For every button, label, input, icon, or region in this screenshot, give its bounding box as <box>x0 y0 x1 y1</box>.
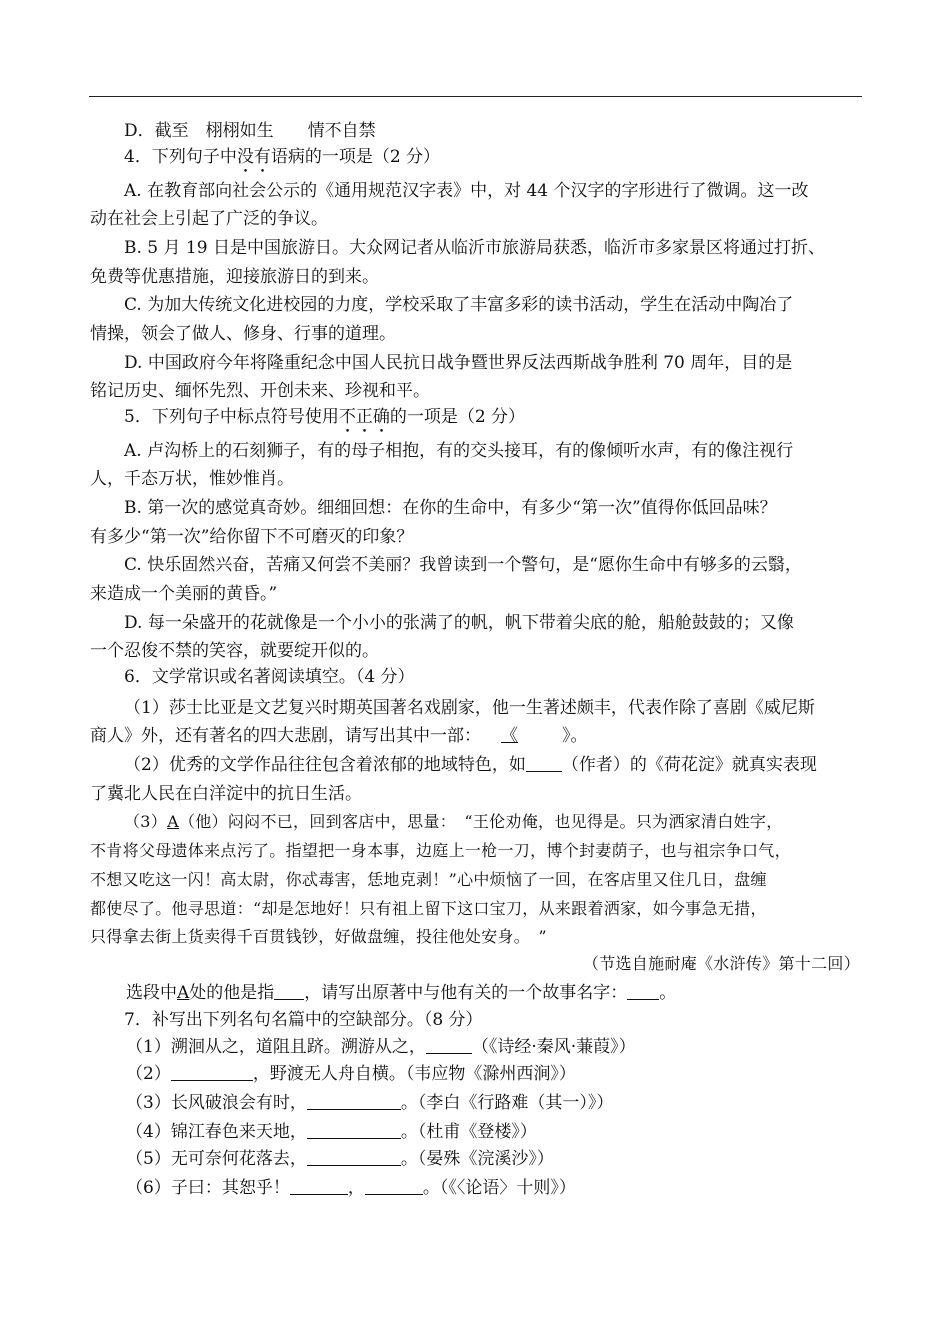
q5-option-a-line1: A. 卢沟桥上的石刻狮子，有的母子相抱，有的交头接耳，有的像倾听水声，有的像注视行 <box>124 441 794 461</box>
q7-line4: （4）锦江春色来天地， 。（杜甫《登楼》） <box>126 1122 537 1142</box>
q6-excerpt-source: （节选自施耐庵《水浒传》第十二回） <box>582 954 860 973</box>
marker-a: A <box>167 812 179 831</box>
q5-option-a-line2: 人，千态万状，惟妙惟肖。 <box>90 469 294 489</box>
q6-excerpt-line1: （3）A（他）闷闷不已，回到客店中，思量： “王伦劝俺，也见得是。只为洒家清白姓字， <box>124 812 783 831</box>
blank-4[interactable] <box>307 1122 401 1139</box>
q4-option-d-line2: 铭记历史、缅怀先烈、开创未来、珍视和平。 <box>90 381 430 401</box>
q7-line1: （1）溯洄从之，道阻且跻。溯游从之， （《诗经·秦风·蒹葭》） <box>126 1037 636 1057</box>
q4-option-d-line1: D. 中国政府今年将隆重纪念中国人民抗日战争暨世界反法西斯战争胜利 70 周年，目的是 <box>124 353 793 373</box>
blank-2[interactable] <box>171 1064 253 1081</box>
q5-option-d-line2: 一个忍俊不禁的笑容，就要绽开似的。 <box>90 641 379 661</box>
q6-part3-question: 选段中A处的他是指 ，请写出原著中与他有关的一个故事名字： 。 <box>126 983 677 1003</box>
q6-part1-answer-blank[interactable]: 《 <box>501 726 518 746</box>
q5-option-c-line1: C. 快乐固然兴奋，苦痛又何尝不美丽？我曾读到一个警句，是“愿你生命中有够多的云翳， <box>124 555 802 575</box>
q6-part2-line2: 了冀北人民在白洋淀中的抗日生活。 <box>90 784 362 804</box>
q6-part2-line1: （2）优秀的文学作品往往包含着浓郁的地域特色，如 （作者）的《荷花淀》就真实表现 <box>124 755 817 775</box>
q5-option-c-line2: 来造成一个美丽的黄昏。” <box>90 584 278 604</box>
story-blank[interactable] <box>627 983 659 1000</box>
q5-title: 5．下列句子中标点符号使用不正确的一项是（2 分） <box>124 407 526 427</box>
q7-title: 7．补写出下列名句名篇中的空缺部分。（8 分） <box>124 1010 483 1030</box>
blank-3[interactable] <box>307 1093 401 1110</box>
q7-line5: （5）无可奈何花落去， 。（晏殊《浣溪沙》） <box>126 1149 554 1169</box>
q4-option-b-line1: B. 5 月 19 日是中国旅游日。大众网记者从临沂市旅游局获悉，临沂市多家景区将通过打折、 <box>124 238 825 258</box>
q5-option-d-line1: D. 每一朵盛开的花就像是一个小小的张满了的帆，帆下带着尖底的舱，船舱鼓鼓的；又像 <box>124 613 794 633</box>
q4-emphasis: 没有 <box>236 147 271 167</box>
q6-excerpt-line2: 不肯将父母遗体来点污了。指望把一身本事，边庭上一枪一刀，博个封妻荫子，也与祖宗争口气， <box>90 841 791 860</box>
q4-option-b-line2: 免费等优惠措施，迎接旅游日的到来。 <box>90 267 379 287</box>
q7-line3: （3）长风破浪会有时， 。（李白《行路难（其一）》） <box>126 1093 614 1113</box>
q4-option-a-line2: 动在社会上引起了广泛的争议。 <box>90 209 328 229</box>
q5-option-b-line1: B. 第一次的感觉真奇妙。细细回想：在你的生命中，有多少“第一次”值得你低回品味？ <box>124 498 777 518</box>
person-blank[interactable] <box>274 983 304 1000</box>
blank-5[interactable] <box>307 1149 401 1166</box>
q6-excerpt-line3: 不想又吃这一闪！高太尉，你忒毒害，恁地克剥！”心中烦恼了一回，在客店里又住几日，盘缠 <box>90 870 767 889</box>
q4-option-a-line1: A. 在教育部向社会公示的《通用规范汉字表》中，对 44 个汉字的字形进行了微调。这一改 <box>124 181 809 201</box>
q6-excerpt-line4: 都使尽了。他寻思道：“却是怎地好！只有祖上留下这口宝刀，从来跟着洒家，如今事急无措， <box>90 899 767 918</box>
q4-title: 4．下列句子中没有语病的一项是（2 分） <box>124 147 441 167</box>
blank-6b[interactable] <box>365 1178 423 1195</box>
q7-line2: （2） ，野渡无人舟自横。（韦应物《滁州西涧》） <box>126 1064 576 1084</box>
q6-part1-line2: 商人》外，还有著名的四大悲剧，请写出其中一部： 《 》。 <box>90 726 588 746</box>
author-blank[interactable] <box>526 755 562 772</box>
q7-line6: （6）子曰：其恕乎！ ， 。（《〈论语〉十则》） <box>126 1178 576 1198</box>
q3-option-d: D．截至 栩栩如生 情不自禁 <box>124 121 376 141</box>
q6-excerpt-line5: 只得拿去街上货卖得千百贯钱钞，好做盘缠，投往他处安身。 ” <box>90 927 547 946</box>
q6-title: 6．文学常识或名著阅读填空。（4 分） <box>124 667 415 687</box>
q5-option-b-line2: 有多少“第一次”给你留下不可磨灭的印象？ <box>90 527 414 547</box>
q6-part1-line1: （1）莎士比亚是文艺复兴时期英国著名戏剧家，他一生著述颇丰，代表作除了喜剧《威尼斯 <box>124 698 815 718</box>
blank-6a[interactable] <box>290 1178 348 1195</box>
blank-1[interactable] <box>426 1037 472 1054</box>
q4-option-c-line2: 情操，领会了做人、修身、行事的道理。 <box>90 324 396 344</box>
q4-option-c-line1: C. 为加大传统文化进校园的力度，学校采取了丰富多彩的读书活动，学生在活动中陶冶了 <box>124 295 794 315</box>
header-rule <box>89 96 862 97</box>
q5-emphasis: 不正确 <box>338 407 390 427</box>
